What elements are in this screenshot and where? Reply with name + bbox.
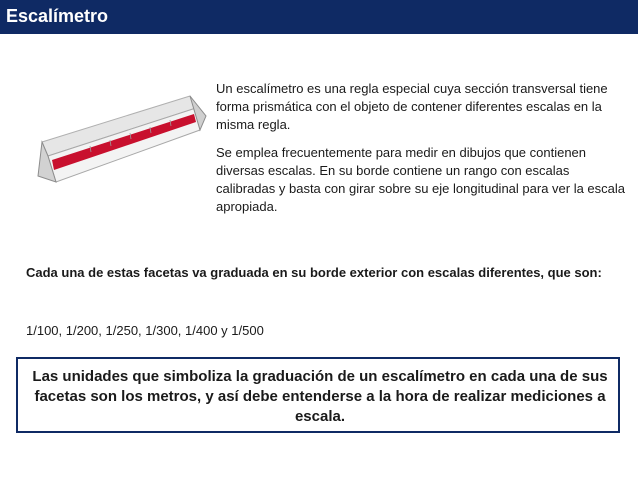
- facets-description: Cada una de estas facetas va graduada en su borde exterior con escalas diferentes, que son:: [26, 265, 602, 280]
- intro-paragraph-2: Se emplea frecuentemente para medir en dibujos que contienen diversas escalas. En su borde contiene un rango con escalas calibradas y basta con girar sobre su eje longitudinal para ver la escala apropiada.: [216, 145, 626, 214]
- scale-ruler-illustration: [30, 86, 210, 196]
- title-bar: [0, 0, 638, 34]
- intro-paragraph-1: Un escalímetro es una regla especial cuya sección transversal tiene forma prismática con el objeto de contener diferentes escalas en la misma regla.: [216, 81, 608, 132]
- page-title: Escalímetro: [6, 6, 109, 26]
- note-text: Las unidades que simboliza la graduación de un escalímetro en cada una de sus facetas son los metros, y así debe entenderse a la hora de realizar mediciones a escala.: [32, 368, 608, 425]
- scales-list: 1/100, 1/200, 1/250, 1/300, 1/400 y 1/500: [26, 323, 264, 338]
- intro-text: [216, 80, 626, 226]
- note-box: [16, 357, 620, 433]
